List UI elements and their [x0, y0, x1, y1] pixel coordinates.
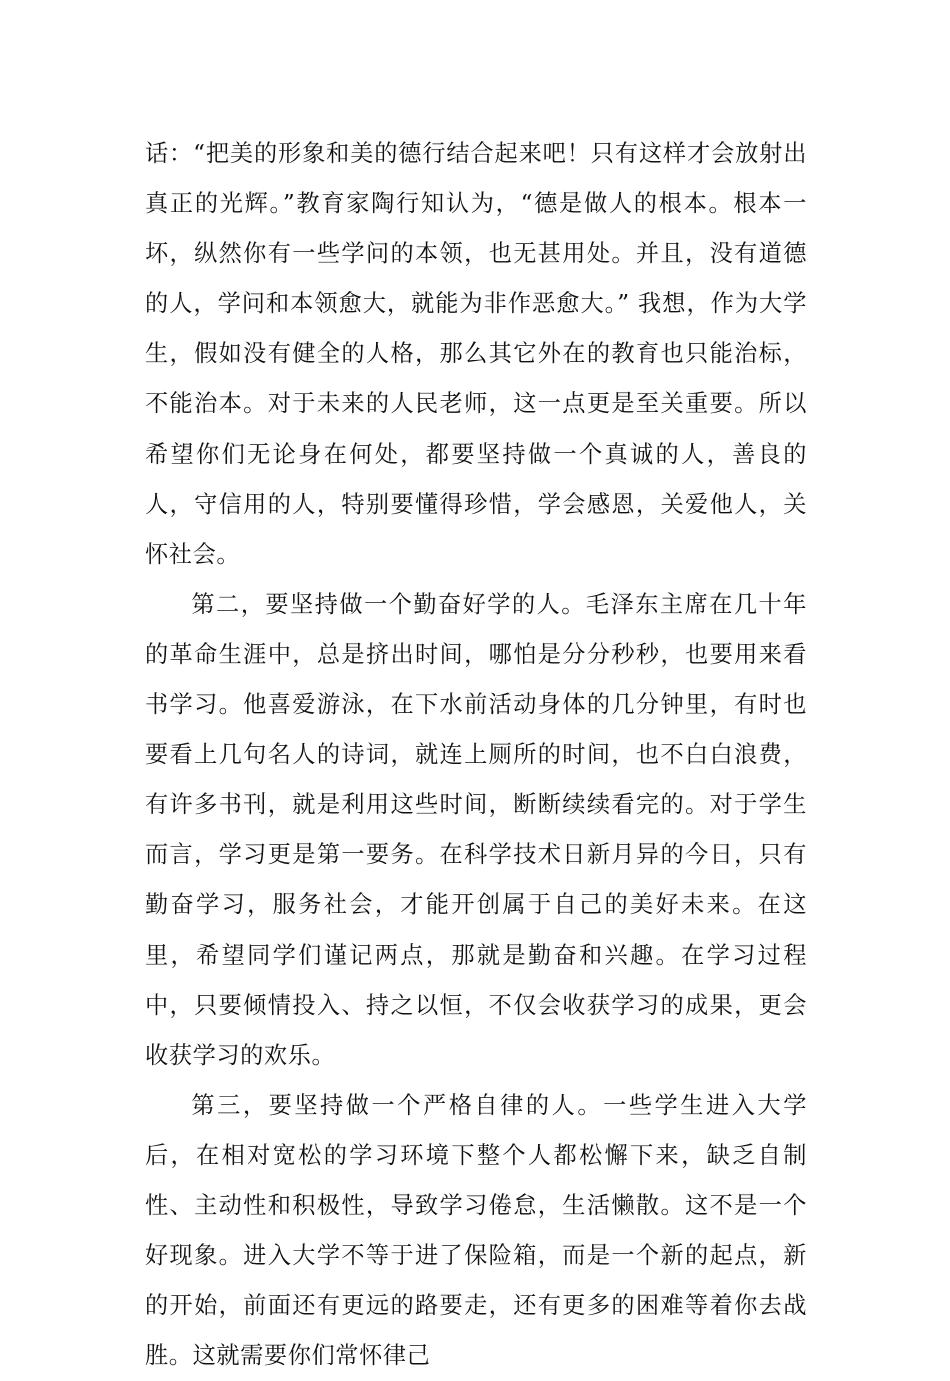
body-text [145, 129, 807, 1381]
paragraph-third-point: 第三，要坚持做一个严格自律的人。一些学生进入大学后，在相对宽松的学习环境下整个人都松懈下来，缺乏自制性、主动性和积极性，导致学习倦怠，生活懒散。这不是一个好现象。进入大学不等于进了保险箱，而是一个新的起点，新的开始，前面还有更远的路要走，还有更多的困难等着你去战胜。这就需要你们常怀律己 [145, 1091, 807, 1370]
paragraph-continued: 话：“把美的形象和美的德行结合起来吧！只有这样才会放射出真正的光辉。”教育家陶行知认为，“德是做人的根本。根本一坏，纵然你有一些学问的本领，也无甚用处。并且，没有道德的人，学问和本领愈大，就能为非作恶愈大。” 我想，作为大学生，假如没有健全的人格，那么其它外在的教育也只能治标，不能治本。对于未来的人民老师，这一点更是至关重要。所以希望你们无论身在何处，都要坚持做一个真诚的人，善良的人，守信用的人，特别要懂得珍惜，学会感恩，关爱他人，关怀社会。 [145, 140, 807, 568]
paragraph-second-point: 第二，要坚持做一个勤奋好学的人。毛泽东主席在几十年的革命生涯中，总是挤出时间，哪怕是分分秒秒，也要用来看书学习。他喜爱游泳，在下水前活动身体的几分钟里，有时也要看上几句名人的诗词，就连上厕所的时间，也不白白浪费，有许多书刊，就是利用这些时间，断断续续看完的。对于学生而言，学习更是第一要务。在科学技术日新月异的今日，只有勤奋学习，服务社会，才能开创属于自己的美好未来。在这里，希望同学们谨记两点，那就是勤奋和兴趣。在学习过程中，只要倾情投入、持之以恒，不仅会收获学习的成果，更会收获学习的欢乐。 [145, 590, 807, 1069]
